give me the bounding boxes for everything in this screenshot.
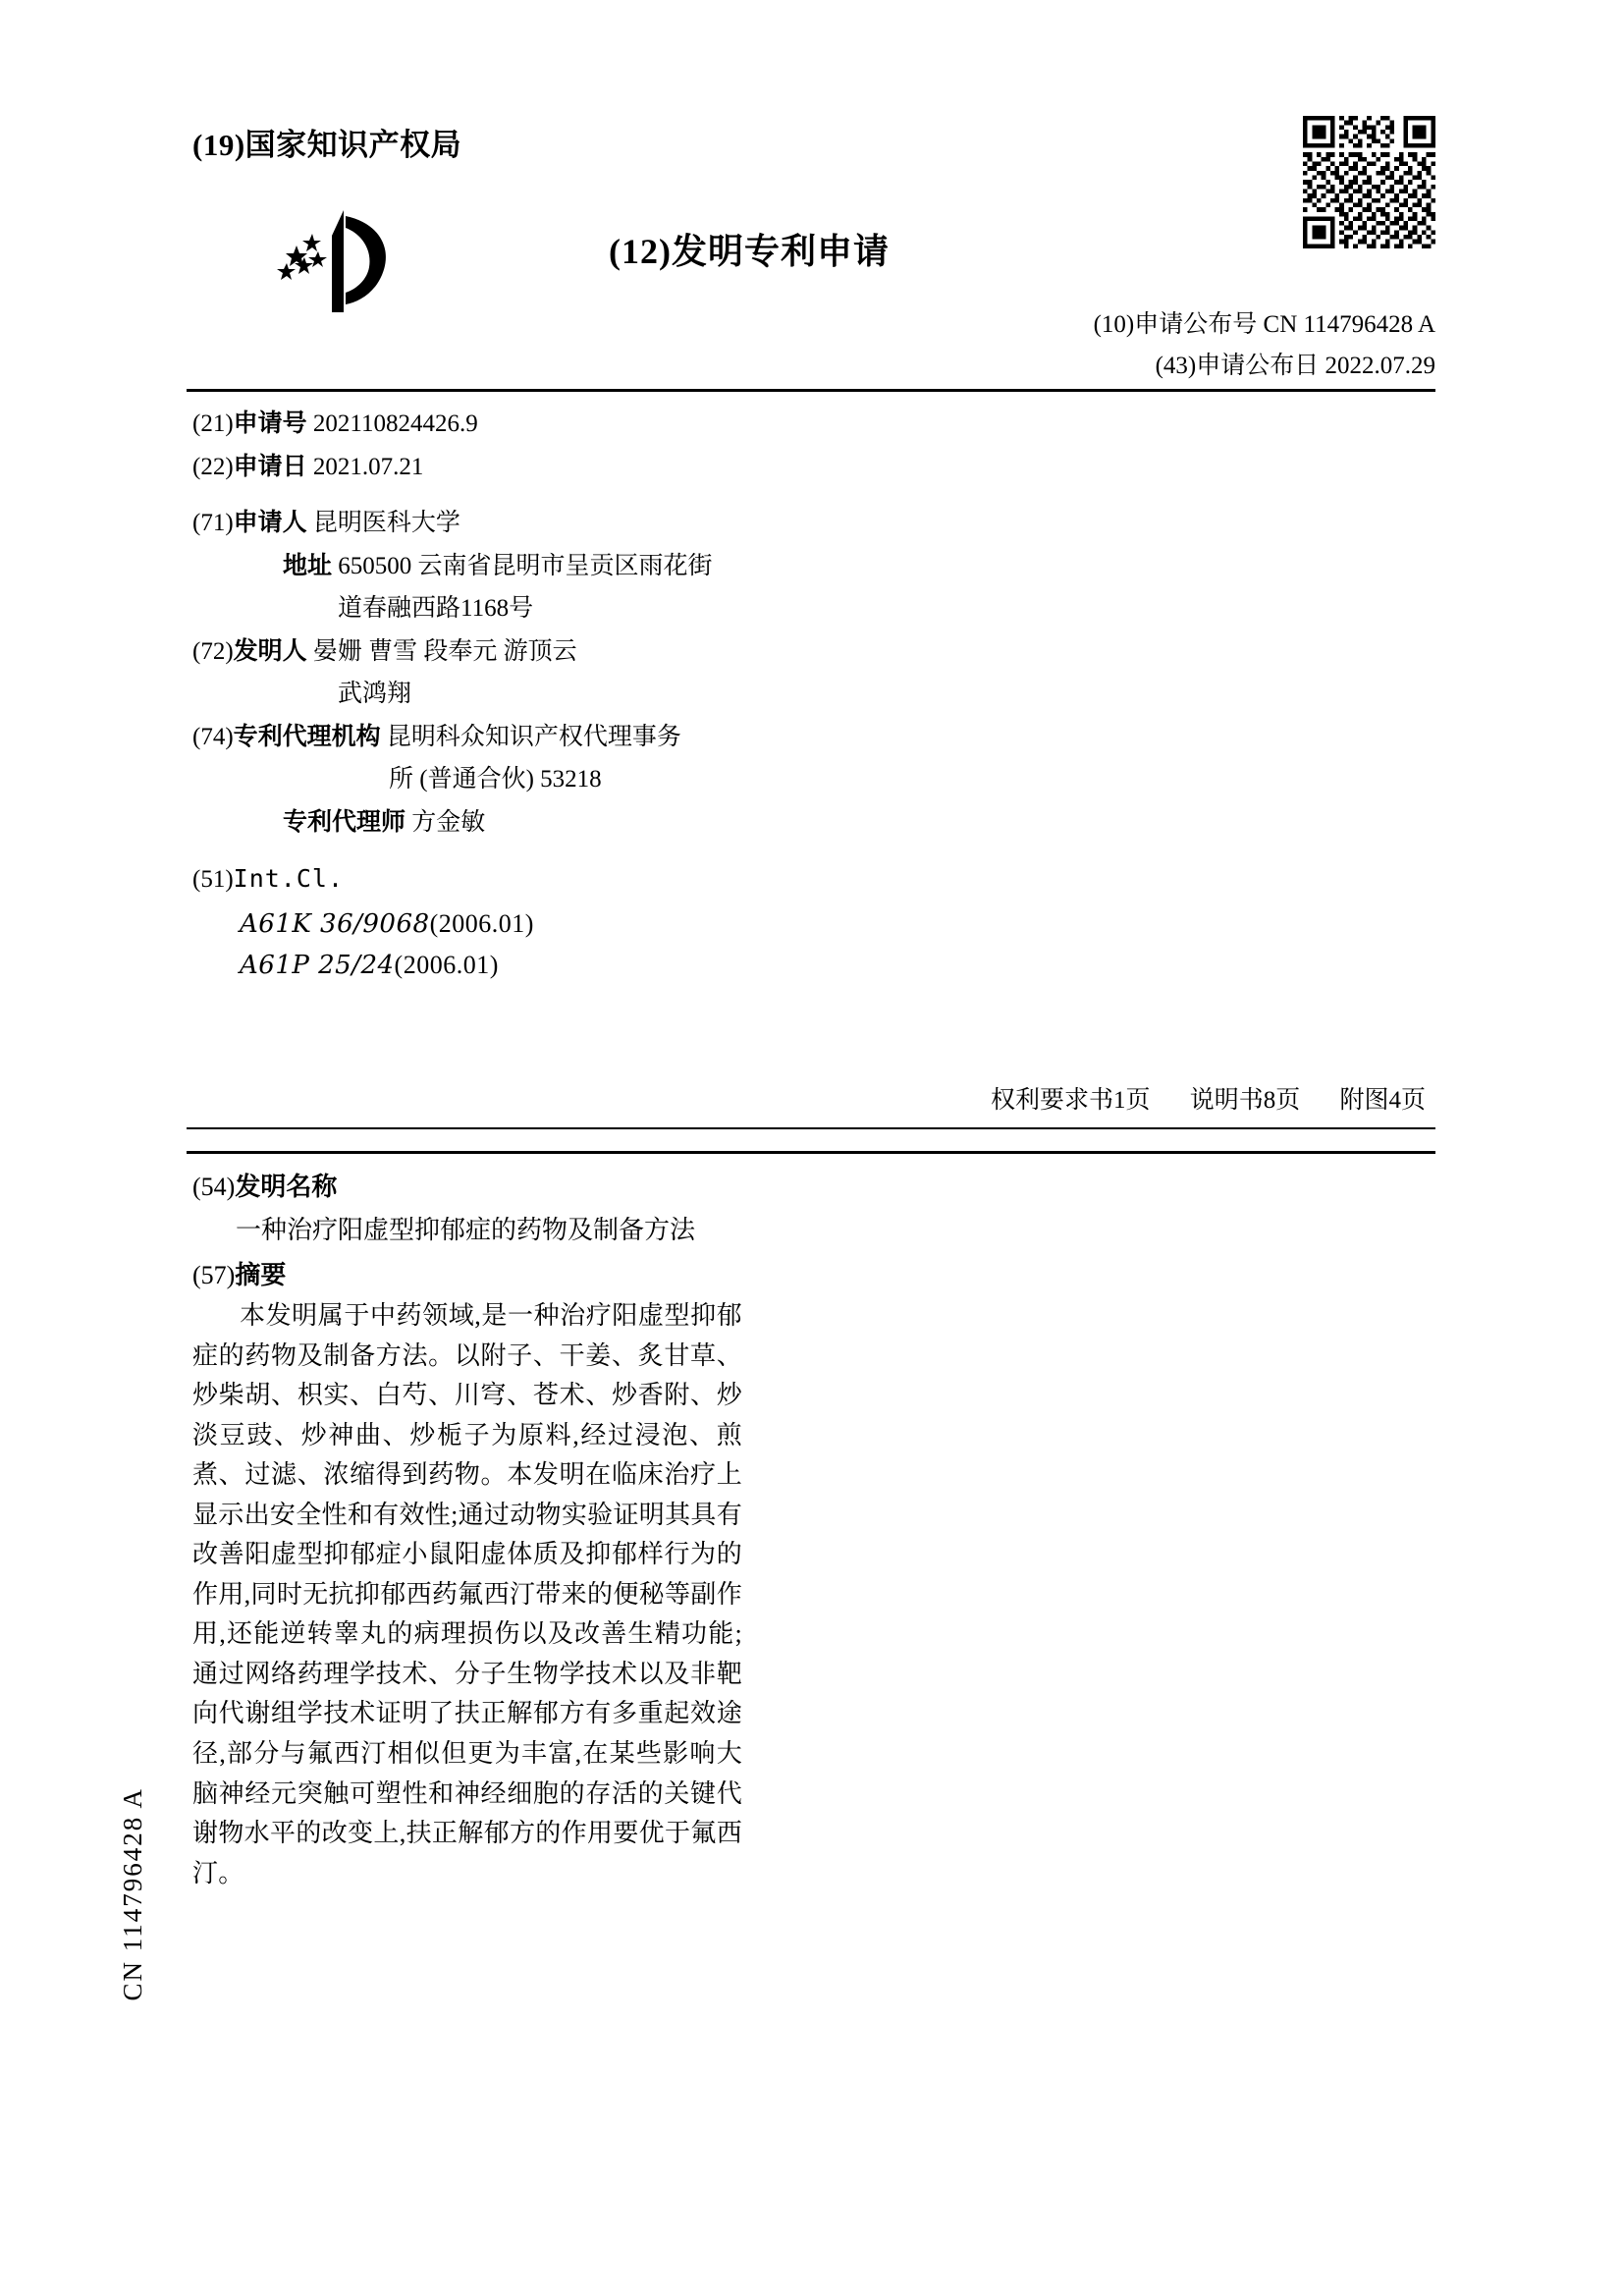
application-number-value: 202110824426.9 bbox=[312, 410, 478, 437]
office-code: (19) bbox=[192, 128, 245, 162]
publication-date-line bbox=[1156, 346, 1435, 381]
field-application-number bbox=[192, 405, 880, 444]
abstract-label: 摘要 bbox=[235, 1261, 287, 1289]
publication-date-value: 2022.07.29 bbox=[1325, 353, 1435, 379]
bibliographic-data bbox=[192, 405, 880, 986]
header-divider bbox=[187, 389, 1435, 392]
ipc-label: Int.Cl. bbox=[233, 864, 345, 893]
invention-title-text: 一种治疗阳虚型抑郁症的药物及制备方法 bbox=[236, 1216, 696, 1244]
inventor-code: (72) bbox=[192, 637, 234, 665]
agent-label: 专利代理师 bbox=[283, 808, 406, 836]
field-agent bbox=[192, 803, 880, 843]
ipc-symbol: A61P 25/24 bbox=[240, 950, 395, 980]
agency-line-2: 所 (普通合伙) 53218 bbox=[389, 766, 602, 793]
ipc-entry bbox=[192, 903, 880, 945]
field-agency bbox=[192, 718, 880, 757]
ipc-entry bbox=[192, 945, 880, 986]
inventor-continuation bbox=[192, 675, 880, 714]
spacer bbox=[192, 846, 880, 859]
ipc-code: (51) bbox=[192, 866, 234, 893]
inventor-label: 发明人 bbox=[233, 637, 307, 665]
agency-continuation bbox=[192, 760, 880, 799]
abstract-divider bbox=[187, 1151, 1435, 1154]
application-number-label: 申请号 bbox=[233, 410, 307, 437]
description-page-count: 说明书8页 bbox=[1189, 1087, 1301, 1114]
field-inventor bbox=[192, 632, 880, 672]
office-name: 国家知识产权局 bbox=[244, 128, 462, 162]
application-date-value: 2021.07.21 bbox=[312, 453, 424, 480]
application-date-code: (22) bbox=[192, 453, 234, 480]
abstract-text: 本发明属于中药领域,是一种治疗阳虚型抑郁症的药物及制备方法。以附子、干姜、炙甘草、炒柴胡、枳实、白芍、川穹、苍术、炒香附、炒淡豆豉、炒神曲、炒栀子为原料,经过浸泡、煎煮、过滤、浓缩得到药物。本发明在临床治疗上显示出安全性和有效性;通过动物实验证明其具有改善阳虚型抑郁症小鼠阳虚体质及抑郁样行为的作用,同时无抗抑郁西药氟西汀带来的便秘等副作用,还能逆转睾丸的病理损伤以及改善生精功能;通过网络药理学技术、分子生物学技术以及非靶向代谢组学技术证明了扶正解郁方有多重起效途径,部分与氟西汀相似但更为丰富,在某些影响大脑神经元突触可塑性和神经细胞的存活的关键代谢物水平的改变上,扶正解郁方的作用要优于氟西汀。 bbox=[192, 1301, 742, 1887]
application-number-code: (21) bbox=[192, 410, 234, 437]
document-type-heading bbox=[609, 224, 890, 274]
address-label: 地址 bbox=[283, 552, 333, 579]
agency-code: (74) bbox=[192, 723, 234, 750]
abstract-heading bbox=[192, 1255, 772, 1291]
ipc-version: (2006.01) bbox=[429, 908, 534, 938]
publication-date-label: (43)申请公布日 bbox=[1155, 353, 1320, 379]
counts-divider bbox=[187, 1127, 1435, 1129]
publication-number-line bbox=[1094, 304, 1435, 340]
ipc-symbol: A61K 36/9068 bbox=[240, 908, 430, 939]
qr-code-icon bbox=[1303, 116, 1435, 248]
applicant-label: 申请人 bbox=[233, 510, 307, 536]
application-date-label: 申请日 bbox=[233, 453, 307, 480]
applicant-code: (71) bbox=[192, 510, 234, 536]
address-line-1: 650500 云南省昆明市呈贡区雨花街 bbox=[338, 552, 713, 579]
inventor-line-1: 晏姗 曹雪 段奉元 游顶云 bbox=[312, 637, 577, 665]
spacer bbox=[192, 490, 880, 504]
publication-number-value: CN 114796428 A bbox=[1263, 311, 1435, 338]
applicant-value: 昆明医科大学 bbox=[312, 510, 460, 536]
address-line-2: 道春融西路1168号 bbox=[338, 595, 534, 622]
field-applicant bbox=[192, 504, 880, 543]
field-ipc bbox=[192, 859, 880, 900]
field-application-date bbox=[192, 448, 880, 487]
document-type-code: (12) bbox=[609, 232, 672, 271]
agency-label: 专利代理机构 bbox=[233, 723, 381, 750]
office-header bbox=[192, 120, 461, 164]
vertical-publication-code: CN 114796428 A bbox=[118, 1787, 147, 2001]
abstract-code: (57) bbox=[192, 1261, 236, 1289]
publication-number-label: (10)申请公布号 bbox=[1093, 311, 1258, 338]
claims-page-count: 权利要求书1页 bbox=[990, 1087, 1151, 1114]
agent-value: 方金敏 bbox=[411, 808, 486, 836]
agency-line-1: 昆明科众知识产权代理事务 bbox=[386, 723, 681, 750]
ipc-version: (2006.01) bbox=[394, 950, 499, 979]
title-code: (54) bbox=[192, 1173, 236, 1201]
title-label: 发明名称 bbox=[235, 1173, 338, 1201]
address-continuation bbox=[192, 589, 880, 629]
inventor-line-2: 武鸿翔 bbox=[338, 681, 412, 707]
cnipa-emblem-icon bbox=[257, 202, 414, 320]
page-counts bbox=[991, 1080, 1426, 1116]
drawings-page-count: 附图4页 bbox=[1339, 1087, 1426, 1114]
field-address bbox=[192, 547, 880, 586]
invention-title-heading bbox=[192, 1167, 772, 1203]
document-type-text: 发明专利申请 bbox=[671, 232, 890, 271]
